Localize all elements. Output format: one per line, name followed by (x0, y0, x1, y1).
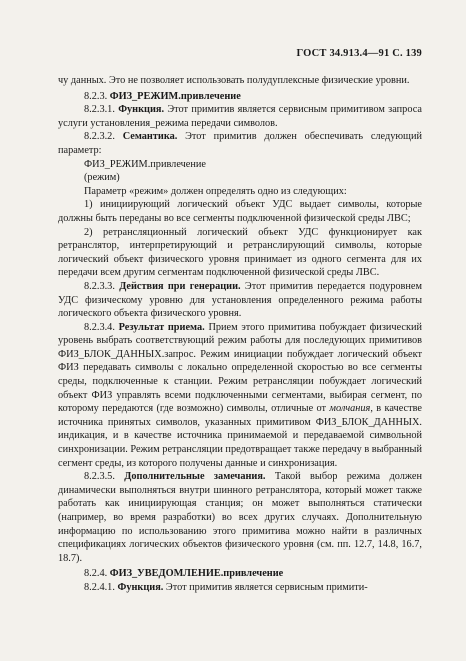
primitive-title: ФИЗ_УВЕДОМЛЕНИЕ (109, 568, 221, 580)
primitive-title: ФИЗ_РЕЖИМ (109, 90, 179, 102)
paragraph-8-2-3-5: 8.2.3.5. Дополнительные замечания. Такой выбор режима должен динамически выполняться внутри шинного ретранслятора, который может также работать как инициирующая станция; он может выполняться статически (например, во время разработки) во всех других случаях. Дополнительную информацию по использованию этого примитива можно найти в различных спецификациях логических объектов физического уровня (см. пп. 12.7, 14.8, 16.7, 18.7). (58, 471, 422, 564)
paragraph-continued: чу данных. Это не позволяет использовать полудуплексные физические уровни. (58, 75, 410, 86)
paragraph-8-2-3-2: 8.2.3.2. Семантика. Этот примитив должен обеспечивать следующий параметр: (58, 131, 423, 156)
paragraph-8-2-3-3: 8.2.3.3. Действия при генерации. Этот примитив передается подуровнем УДС физическому уровню для установления определенного режима работы логического объекта физического уровня. (58, 280, 422, 320)
primitive-parameter: (режим) (84, 172, 120, 184)
paragraph-8-2-4-1: 8.2.4.1. Функция. Этот примитив является сервисным примити- (84, 581, 368, 593)
list-item-2: 2) ретрансляционный логический объект УДС функционирует как ретранслятор, интерпретирующий и ретранслирующий символы, которые логический объект физического уровня принимает из одного сегмента для их передачи всем другим сегментам подключенной физической среды ЛВС. (58, 226, 422, 279)
paragraph-8-2-3-4: 8.2.3.4. Результат приема. Прием этого примитива побуждает физический уровень выбрать соответствующий режим работы для последующих примитивов ФИЗ_БЛОК_ДАННЫХ.запрос. Режим инициации побуждает логический объект ФИЗ передавать символы с локально определенной скоростью во все сегменты среды, подключенные к станции. Режим ретрансляции побуждает логический объект ФИЗ управлять всеми подключенными сегментами, выбирая сегмент, по которому передаются (где возможно) символы, отличные от молчания, в качестве источника принятых символов, указанных примитивом ФИЗ_БЛОК_ДАННЫХ. индикация, и в качестве источника принимаемой и передаваемой символьной синхронизации. Режим ретрансляции предотвращает также передачу в выбранный сегмент среды, из которого получены данные и синхронизация. (58, 321, 422, 469)
italic-term: молчания (329, 403, 371, 415)
document-body (58, 74, 422, 595)
page-header: ГОСТ 34.913.4—91 С. 139 (296, 48, 422, 59)
paragraph-parameter: Параметр «режим» должен определять одно из следующих: (84, 185, 347, 197)
primitive-name: ФИЗ_РЕЖИМ.привлечение (84, 158, 206, 170)
section-heading-8-2-4: 8.2.4. ФИЗ_УВЕДОМЛЕНИЕ.привлечение (84, 568, 284, 580)
paragraph-8-2-3-1: 8.2.3.1. Функция. Этот примитив является сервисным примитивом запроса услуги установления_режима передачи символов. (58, 104, 422, 129)
section-heading-8-2-3: 8.2.3. ФИЗ_РЕЖИМ.привлечение (84, 90, 241, 102)
list-item-1: 1) инициирующий логический объект УДС выдает символы, которые должны быть переданы во все сегменты подключенной физической среды ЛВС; (58, 199, 422, 224)
